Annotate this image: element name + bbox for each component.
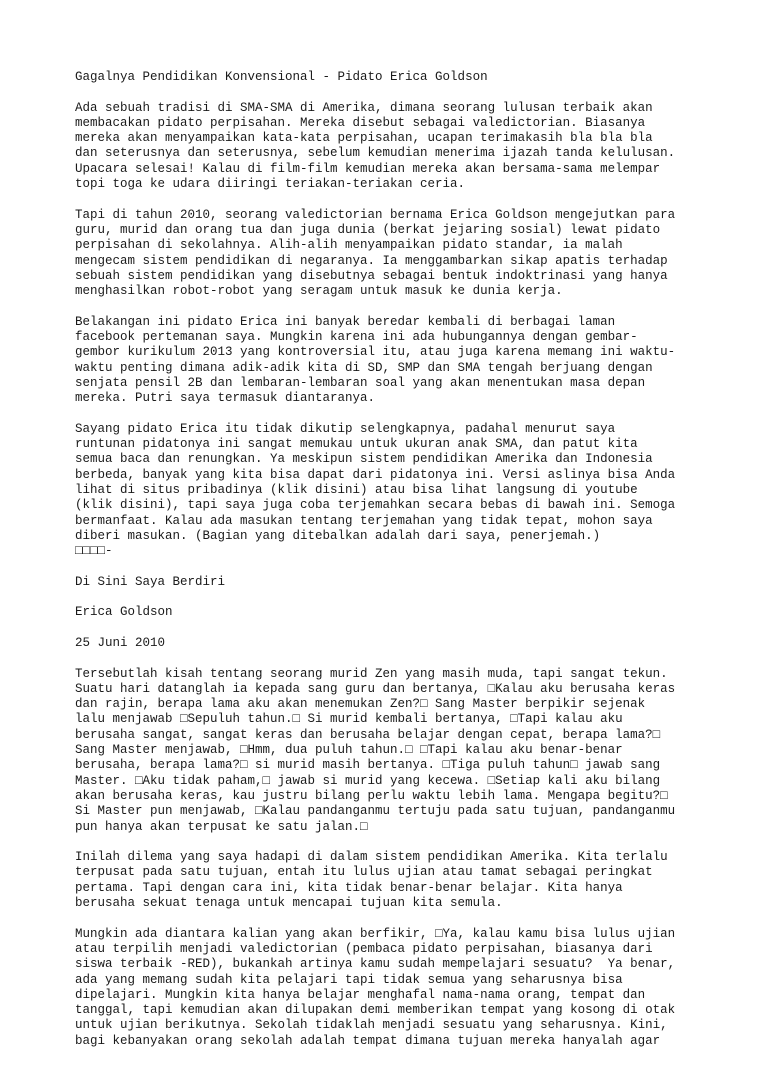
text-line: pun hanya akan terpusat ke satu jalan.□ (75, 819, 368, 834)
text-line: semua baca dan renungkan. Ya meskipun sistem pendidikan Amerika dan Indonesia (75, 452, 653, 467)
text-line: berusaha sangat, sangat keras dan berusaha belajar dengan cepat, berapa lama?□ (75, 727, 661, 742)
text-line: lihat di situs pribadinya (klik disini) atau bisa lihat langsung di youtube (75, 483, 638, 498)
text-line: mereka. Putri saya termasuk diantaranya. (75, 391, 376, 406)
text-line: berbeda, banyak yang kita bisa dapat dari pidatonya ini. Versi aslinya bisa Anda (75, 467, 676, 482)
text-line: Upacara selesai! Kalau di film-film kemudian mereka akan bersama-sama melempar (75, 161, 661, 176)
paragraph (75, 927, 700, 1049)
paragraph (75, 315, 700, 407)
text-line: Inilah dilema yang saya hadapi di dalam sistem pendidikan Amerika. Kita terlalu (75, 850, 668, 865)
text-line: berusaha sekuat tenaga untuk mencapai tujuan kita semula. (75, 896, 503, 911)
text-line: Tapi di tahun 2010, seorang valedictorian bernama Erica Goldson mengejutkan para (75, 207, 676, 222)
text-line: □□□□- (75, 544, 113, 559)
text-line: berusaha, berapa lama?□ si murid masih bertanya. □Tiga puluh tahun□ jawab sang (75, 758, 661, 773)
text-line: dan rajin, berapa lama aku akan menemukan Zen?□ Sang Master berpikir sejenak (75, 697, 646, 712)
text-line: Master. □Aku tidak paham,□ jawab si murid yang kecewa. □Setiap kali aku bilang (75, 773, 661, 788)
text-line: pertama. Tapi dengan cara ini, kita tidak benar-benar belajar. Kita hanya (75, 880, 623, 895)
text-line: runtunan pidatonya ini sangat memukau untuk ukuran anak SMA, dan patut kita (75, 437, 638, 452)
text-line: Mungkin ada diantara kalian yang akan berfikir, □Ya, kalau kamu bisa lulus ujian (75, 926, 676, 941)
paragraph (75, 636, 700, 651)
paragraph (75, 422, 700, 560)
text-line: lalu menjawab □Sepuluh tahun.□ Si murid kembali bertanya, □Tapi kalau aku (75, 712, 623, 727)
text-line: Sayang pidato Erica itu tidak dikutip selengkapnya, padahal menurut saya (75, 421, 616, 436)
text-line: terpusat pada satu tujuan, entah itu lulus ujian atau tamat sebagai peringkat (75, 865, 653, 880)
text-line: dipelajari. Mungkin kita hanya belajar menghafal nama-nama orang, tempat dan (75, 987, 646, 1002)
paragraph (75, 575, 700, 590)
paragraph (75, 101, 700, 193)
text-line: Ada sebuah tradisi di SMA-SMA di Amerika, dimana seorang lulusan terbaik akan (75, 100, 653, 115)
paragraph (75, 667, 700, 835)
text-line: atau terpilih menjadi valedictorian (pembaca pidato perpisahan, biasanya dari (75, 941, 653, 956)
paragraph (75, 70, 700, 85)
text-line: senjata pensil 2B dan lembaran-lembaran soal yang akan menentukan masa depan (75, 375, 646, 390)
text-line: topi toga ke udara diiringi teriakan-teriakan ceria. (75, 177, 466, 192)
text-line: menghasilkan robot-robot yang seragam untuk masuk ke dunia kerja. (75, 284, 563, 299)
text-line: Di Sini Saya Berdiri (75, 574, 226, 589)
text-line: guru, murid dan orang tua dan juga dunia (berkat jejaring sosial) lewat pidato (75, 222, 661, 237)
document-body (75, 70, 700, 1064)
text-line: diberi masukan. (Bagian yang ditebalkan adalah dari saya, penerjemah.) (75, 528, 601, 543)
text-line: bermanfaat. Kalau ada masukan tentang terjemahan yang tidak tepat, mohon saya (75, 513, 653, 528)
text-line: waktu penting dimana adik-adik kita di SD, SMP dan SMA tengah berjuang dengan (75, 360, 653, 375)
paragraph (75, 850, 700, 911)
text-line: gembor kurikulum 2013 yang kontroversial itu, atau juga karena memang ini waktu- (75, 345, 676, 360)
text-line: 25 Juni 2010 (75, 635, 166, 650)
text-line: (klik disini), tapi saya juga coba terjemahkan secara bebas di bawah ini. Semoga (75, 498, 676, 513)
text-line: akan berusaha keras, kau justru bilang perlu waktu lebih lama. Mengapa begitu?□ (75, 788, 668, 803)
paragraph (75, 208, 700, 300)
text-line: Tersebutlah kisah tentang seorang murid Zen yang masih muda, tapi sangat tekun. (75, 666, 668, 681)
text-line: membacakan pidato perpisahan. Mereka disebut sebagai valedictorian. Biasanya (75, 115, 646, 130)
text-line: tanggal, tapi kemudian akan dilupakan demi memberikan tempat yang kosong di otak (75, 1003, 676, 1018)
text-line: mengecam sistem pendidikan di negaranya. Ia menggambarkan sikap apatis terhadap (75, 253, 668, 268)
text-line: facebook pertemanan saya. Mungkin karena ini ada hubungannya dengan gembar- (75, 330, 638, 345)
text-line: Belakangan ini pidato Erica ini banyak beredar kembali di berbagai laman (75, 314, 616, 329)
text-line: siswa terbaik -RED), bukankah artinya kamu sudah mempelajari sesuatu? Ya benar, (75, 957, 676, 972)
text-line: ada yang memang sudah kita pelajari tapi tidak semua yang seharusnya bisa (75, 972, 623, 987)
text-line: Si Master pun menjawab, □Kalau pandanganmu tertuju pada satu tujuan, pandanganmu (75, 804, 676, 819)
text-line: untuk ujian berikutnya. Sekolah tidaklah menjadi sesuatu yang seharusnya. Kini, (75, 1018, 668, 1033)
text-line: Sang Master menjawab, □Hmm, dua puluh tahun.□ □Tapi kalau aku benar-benar (75, 743, 623, 758)
text-line: dan seterusnya dan seterusnya, sebelum kemudian menerima ijazah tanda kelulusan. (75, 146, 676, 161)
text-line: sebuah sistem pendidikan yang disebutnya sebagai bentuk indoktrinasi yang hanya (75, 268, 668, 283)
text-line: mereka akan menyampaikan kata-kata perpisahan, ucapan terimakasih bla bla bla (75, 131, 653, 146)
text-line: Erica Goldson (75, 605, 173, 620)
text-line: bagi kebanyakan orang sekolah adalah tempat dimana tujuan mereka hanyalah agar (75, 1033, 661, 1048)
text-line: perpisahan di sekolahnya. Alih-alih menyampaikan pidato standar, ia malah (75, 238, 623, 253)
text-line: Suatu hari datanglah ia kepada sang guru dan bertanya, □Kalau aku berusaha keras (75, 681, 676, 696)
paragraph (75, 605, 700, 620)
text-line: Gagalnya Pendidikan Konvensional - Pidato Erica Goldson (75, 70, 488, 84)
